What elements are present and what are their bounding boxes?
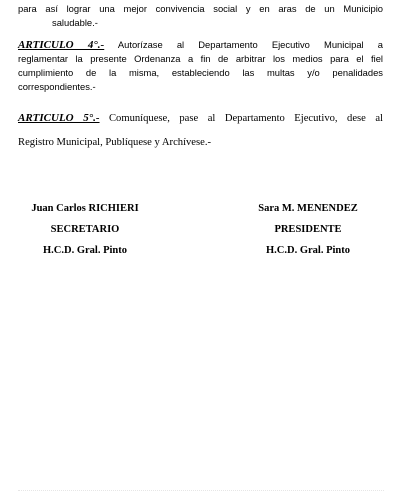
president-role: PRESIDENTE — [274, 224, 342, 235]
signature-block-president — [228, 198, 388, 261]
intro-paragraph — [18, 2, 383, 30]
intro-line-1: para así lograr una mejor convivencia social y en aras de un Municipio — [18, 3, 383, 14]
article-4-line-2: reglamentar la presente Ordenanza a fin de arbitrar los medios para el fiel — [18, 53, 383, 64]
president-org: H.C.D. Gral. Pinto — [266, 245, 350, 256]
signature-block-secretary — [5, 198, 165, 261]
article-5-text-1: Comuníquese, pase al Departamento Ejecutivo, dese al — [108, 113, 383, 124]
president-name: Sara M. MENENDEZ — [258, 203, 358, 214]
page-bottom-divider — [18, 490, 384, 491]
article-4-label: ARTICULO 4°.- — [18, 39, 105, 51]
article-4-text-1: Autorízase al Departamento Ejecutivo Municipal a — [117, 39, 383, 50]
article-4-line-1 — [18, 38, 383, 52]
secretary-role: SECRETARIO — [50, 224, 120, 235]
article-5-line-1 — [18, 106, 383, 131]
article-4-line-3: cumplimiento de la misma, estableciendo las multas y/o penalidades — [18, 67, 383, 78]
article-4-paragraph — [18, 38, 383, 94]
article-4-line-4: correspondientes.- — [18, 81, 96, 92]
article-5-paragraph — [18, 106, 383, 155]
intro-line-2: saludable.- — [52, 17, 98, 28]
article-5-line-2: Registro Municipal, Publíquese y Archívese.- — [18, 137, 212, 148]
secretary-org: H.C.D. Gral. Pinto — [43, 245, 127, 256]
secretary-name: Juan Carlos RICHIERI — [31, 203, 139, 214]
article-5-label: ARTICULO 5°.- — [18, 112, 100, 124]
